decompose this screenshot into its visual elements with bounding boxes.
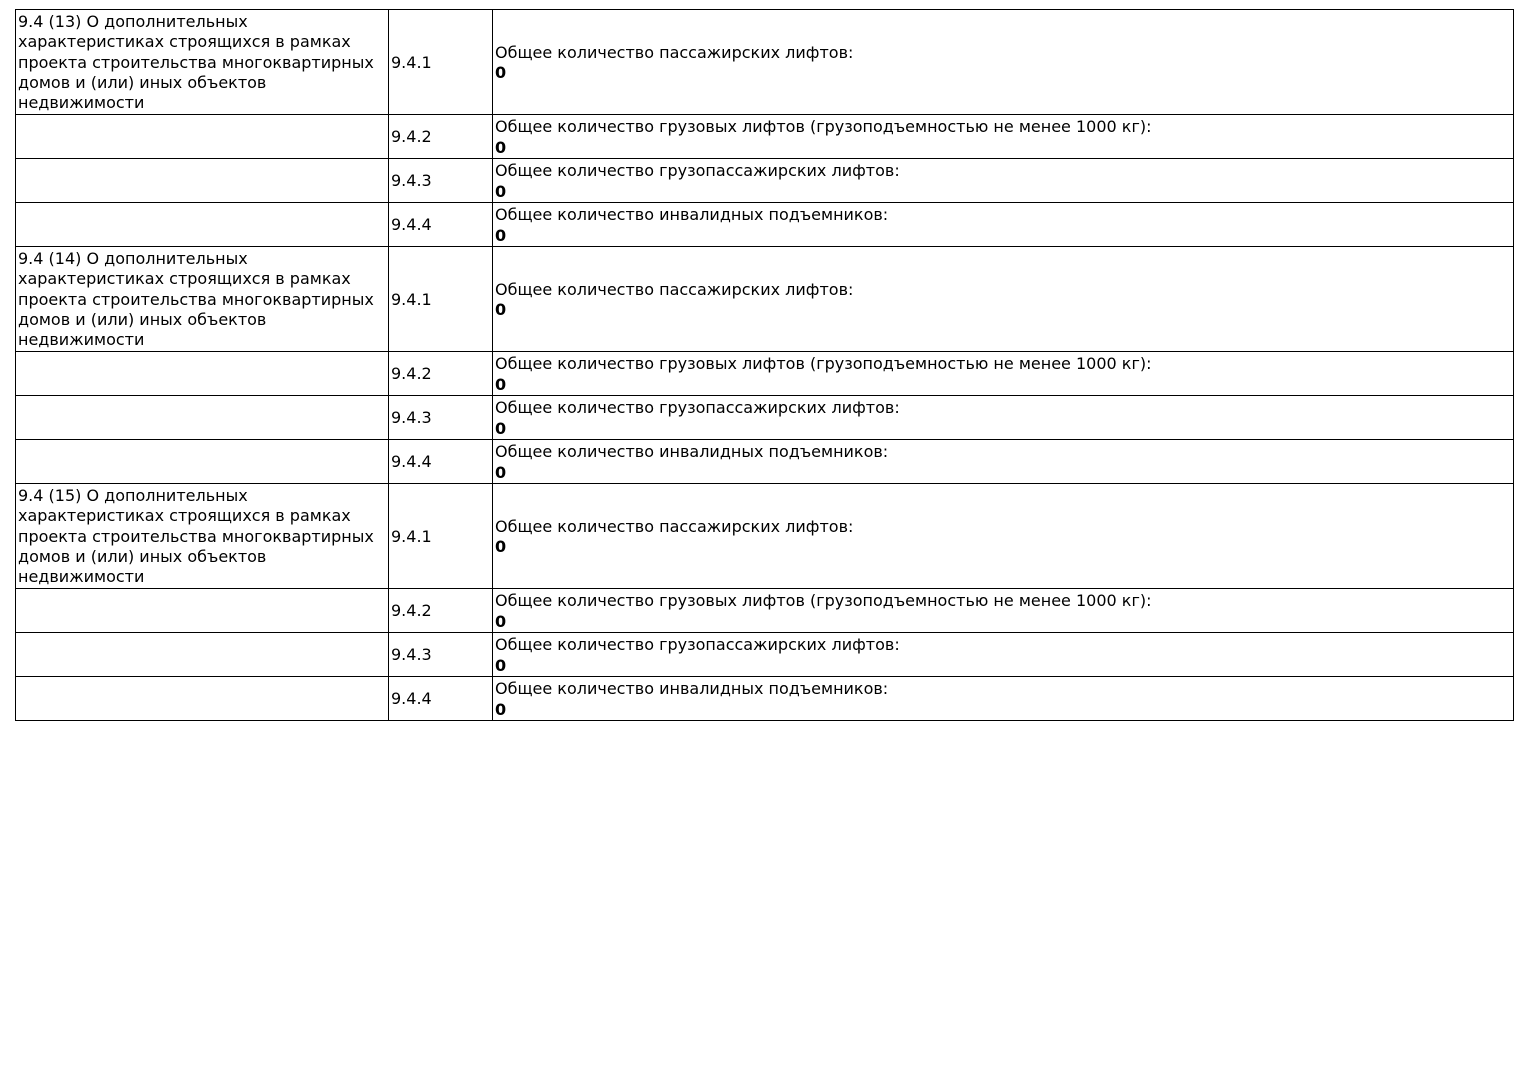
item-code: 9.4.2 (389, 589, 493, 633)
item-cell (493, 589, 1514, 633)
item-label: Общее количество грузовых лифтов (грузоподъемностью не менее 1000 кг): (495, 591, 1152, 611)
item-label: Общее количество грузопассажирских лифтов: (495, 161, 900, 181)
section-title: 9.4 (15) О дополнительных характеристиках строящихся в рамках проекта строительства многоквартирных домов и (или) иных объектов недвижимости (16, 484, 389, 589)
item-value: 0 (495, 537, 507, 556)
item-code: 9.4.4 (389, 677, 493, 721)
table-row (16, 203, 1514, 247)
item-value: 0 (495, 611, 507, 631)
item-value: 0 (495, 63, 507, 82)
item-label: Общее количество грузовых лифтов (грузоподъемностью не менее 1000 кг): (495, 354, 1152, 374)
item-value: 0 (495, 181, 507, 201)
item-cell (493, 396, 1514, 440)
empty-section-cell (16, 589, 389, 633)
empty-section-cell (16, 203, 389, 247)
item-cell (493, 440, 1514, 484)
item-label: Общее количество грузопассажирских лифтов: (495, 635, 900, 655)
item-code: 9.4.4 (389, 440, 493, 484)
item-value: 0 (495, 300, 507, 319)
item-label: Общее количество инвалидных подъемников: (495, 205, 889, 225)
item-value: 0 (495, 699, 507, 719)
item-cell (493, 247, 1514, 352)
item-label: Общее количество грузопассажирских лифтов: (495, 398, 900, 418)
table-row (16, 247, 1514, 352)
table-row (16, 484, 1514, 589)
item-cell (493, 115, 1514, 159)
table-row (16, 440, 1514, 484)
item-code: 9.4.3 (389, 633, 493, 677)
item-label: Общее количество грузовых лифтов (грузоподъемностью не менее 1000 кг): (495, 117, 1152, 137)
item-label: Общее количество инвалидных подъемников: (495, 442, 889, 462)
empty-section-cell (16, 677, 389, 721)
empty-section-cell (16, 633, 389, 677)
table-row (16, 115, 1514, 159)
table-row (16, 10, 1514, 115)
table-row (16, 396, 1514, 440)
table-row (16, 159, 1514, 203)
item-value: 0 (495, 418, 507, 438)
item-code: 9.4.2 (389, 352, 493, 396)
item-code: 9.4.1 (389, 247, 493, 352)
item-value: 0 (495, 655, 507, 675)
table-row (16, 677, 1514, 721)
lifts-characteristics-table (15, 9, 1514, 721)
item-code: 9.4.1 (389, 484, 493, 589)
item-code: 9.4.4 (389, 203, 493, 247)
item-cell (493, 484, 1514, 589)
table-row (16, 633, 1514, 677)
empty-section-cell (16, 396, 389, 440)
item-value: 0 (495, 137, 507, 157)
table-row (16, 589, 1514, 633)
table-row (16, 352, 1514, 396)
item-cell (493, 10, 1514, 115)
item-label: Общее количество пассажирских лифтов: (495, 42, 854, 62)
section-title: 9.4 (14) О дополнительных характеристиках строящихся в рамках проекта строительства многоквартирных домов и (или) иных объектов недвижимости (16, 247, 389, 352)
item-code: 9.4.1 (389, 10, 493, 115)
item-cell (493, 633, 1514, 677)
item-value: 0 (495, 225, 507, 245)
empty-section-cell (16, 159, 389, 203)
empty-section-cell (16, 115, 389, 159)
item-cell (493, 159, 1514, 203)
item-value: 0 (495, 374, 507, 394)
empty-section-cell (16, 440, 389, 484)
item-value: 0 (495, 462, 507, 482)
item-code: 9.4.3 (389, 396, 493, 440)
item-cell (493, 677, 1514, 721)
empty-section-cell (16, 352, 389, 396)
item-label: Общее количество пассажирских лифтов: (495, 516, 854, 536)
item-code: 9.4.2 (389, 115, 493, 159)
item-cell (493, 203, 1514, 247)
item-label: Общее количество пассажирских лифтов: (495, 279, 854, 299)
item-cell (493, 352, 1514, 396)
item-code: 9.4.3 (389, 159, 493, 203)
item-label: Общее количество инвалидных подъемников: (495, 679, 889, 699)
section-title: 9.4 (13) О дополнительных характеристиках строящихся в рамках проекта строительства многоквартирных домов и (или) иных объектов недвижимости (16, 10, 389, 115)
